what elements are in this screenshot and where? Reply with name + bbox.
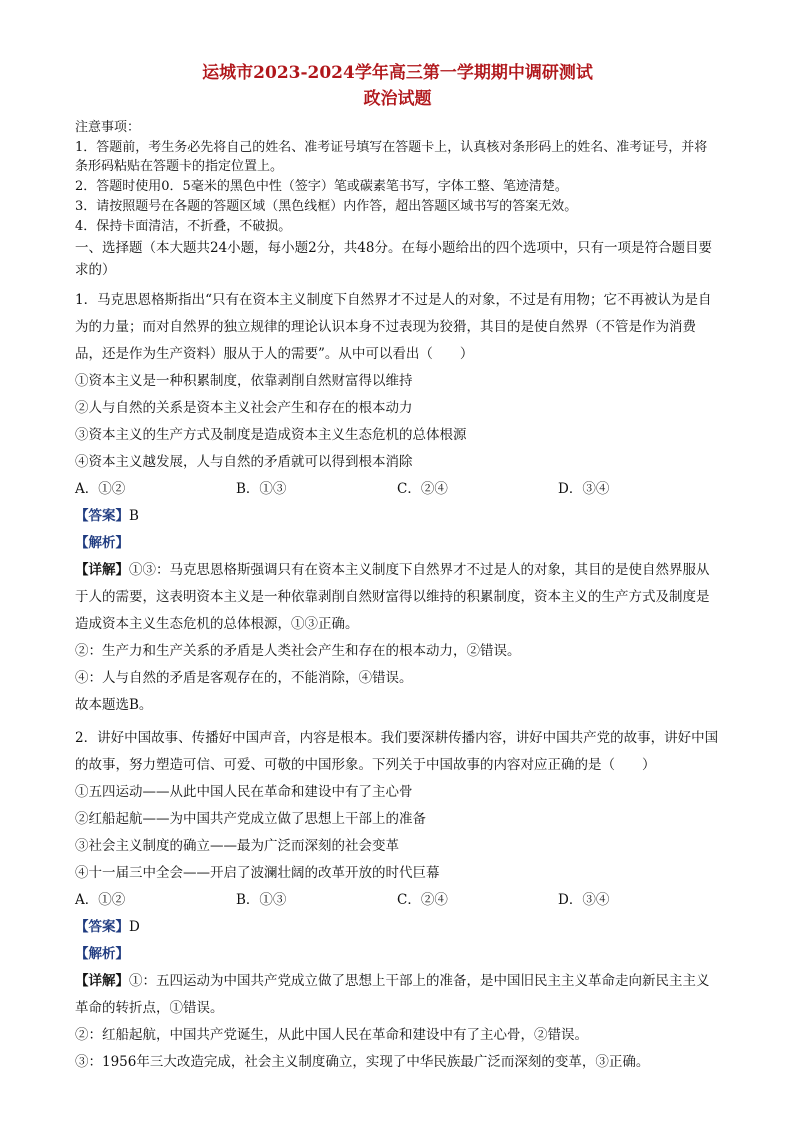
answer-choices <box>75 476 720 503</box>
choice-d: D．③④ <box>558 892 610 908</box>
choice-a: A．①② <box>75 481 126 497</box>
note-item: 4．保持卡面清洁，不折叠，不破损。 <box>75 219 292 234</box>
detail-label: 【详解】 <box>75 562 129 578</box>
notes-heading: 注意事项： <box>75 120 141 135</box>
detail-label: 【详解】 <box>75 973 129 989</box>
document-page <box>75 62 720 1076</box>
answer-label: 【答案】 <box>75 508 129 524</box>
analysis-label: 【解析】 <box>75 535 129 551</box>
answer-line <box>75 503 720 530</box>
analysis-label: 【解析】 <box>75 946 129 962</box>
detail-paragraph <box>75 557 720 638</box>
statement-option: ①五四运动——从此中国人民在革命和建设中有了主心骨 <box>75 784 413 800</box>
answer-label: 【答案】 <box>75 919 129 935</box>
detail-paragraph: ③：1956年三大改造完成，社会主义制度确立，实现了中华民族最广泛而深刻的变革，③正确。 <box>75 1054 650 1070</box>
statement-option: ③资本主义的生产方式及制度是造成资本主义生态危机的总体根源 <box>75 427 467 443</box>
choice-a: A．①② <box>75 892 126 908</box>
detail-conclusion: 故本题选B。 <box>75 697 153 713</box>
statement-option: ④十一届三中全会——开启了波澜壮阔的改革开放的时代巨幕 <box>75 865 440 881</box>
detail-paragraph: ②：红船起航，中国共产党诞生，从此中国人民在革命和建设中有了主心骨，②错误。 <box>75 1027 588 1043</box>
section-heading: 一、选择题（本大题共24小题，每小题2分，共48分。在每小题给出的四个选项中，只有一项是符合题目要求的） <box>75 240 712 278</box>
question-2 <box>75 725 720 1076</box>
note-item: 3．请按照题号在各题的答题区域（黑色线框）内作答，超出答题区域书写的答案无效。 <box>75 199 578 214</box>
statement-option: ①资本主义是一种积累制度，依靠剥削自然财富得以维持 <box>75 373 413 389</box>
statement-option: ②红船起航——为中国共产党成立做了思想上干部上的准备 <box>75 811 426 827</box>
answer-line <box>75 914 720 941</box>
exam-notes <box>75 118 720 236</box>
statement-option: ④资本主义越发展，人与自然的矛盾就可以得到根本消除 <box>75 454 413 470</box>
answer-choices <box>75 887 720 914</box>
detail-text: ①：五四运动为中国共产党成立做了思想上干部上的准备，是中国旧民主主义革命走向新民主主义革命的转折点，①错误。 <box>75 973 710 1016</box>
choice-b: B．①③ <box>236 481 287 497</box>
question-1 <box>75 287 720 719</box>
question-stem: 2．讲好中国故事、传播好中国声音，内容是根本。我们要深耕传播内容，讲好中国共产党的故事，讲好中国的故事，努力塑造可信、可爱、可敬的中国形象。下列关于中国故事的内容对应正确的是（ ） <box>75 730 719 773</box>
question-stem: 1．马克思恩格斯指出“只有在资本主义制度下自然界才不过是人的对象，不过是有用物；它不再被认为是自为的力量；而对自然界的独立规律的理论认识本身不过表现为狡猾，其目的是使自然界（不管是作为消费品，还是作为生产资料）服从于人的需要”。从中可以看出（ ） <box>75 292 712 362</box>
note-item: 1．答题前，考生务必先将自己的姓名、准考证号填写在答题卡上，认真核对条形码上的姓名、准考证号，并将条形码粘贴在答题卡的指定位置上。 <box>75 140 708 174</box>
exam-subtitle: 政治试题 <box>363 89 432 109</box>
answer-value: D <box>129 919 140 935</box>
choice-d: D．③④ <box>558 481 610 497</box>
note-item: 2．答题时使用0．5毫米的黑色中性（签字）笔或碳素笔书写，字体工整、笔迹清楚。 <box>75 179 568 194</box>
statement-option: ③社会主义制度的确立——最为广泛而深刻的社会变革 <box>75 838 399 854</box>
choice-c: C．②④ <box>397 481 448 497</box>
choice-c: C．②④ <box>397 892 448 908</box>
detail-paragraph <box>75 968 720 1022</box>
answer-value: B <box>129 508 139 524</box>
exam-title: 运城市2023-2024学年高三第一学期期中调研测试 <box>202 63 593 83</box>
choice-b: B．①③ <box>236 892 287 908</box>
detail-paragraph: ②：生产力和生产关系的矛盾是人类社会产生和存在的根本动力，②错误。 <box>75 643 521 659</box>
detail-text: ①③：马克思恩格斯强调只有在资本主义制度下自然界才不过是人的对象，其目的是使自然界服从于人的需要，这表明资本主义是一种依靠剥削自然财富得以维持的积累制度，资本主义的生产方式及制度是造成资本主义生态危机的总体根源，①③正确。 <box>75 562 710 632</box>
detail-paragraph: ④：人与自然的矛盾是客观存在的，不能消除，④错误。 <box>75 670 413 686</box>
statement-option: ②人与自然的关系是资本主义社会产生和存在的根本动力 <box>75 400 413 416</box>
